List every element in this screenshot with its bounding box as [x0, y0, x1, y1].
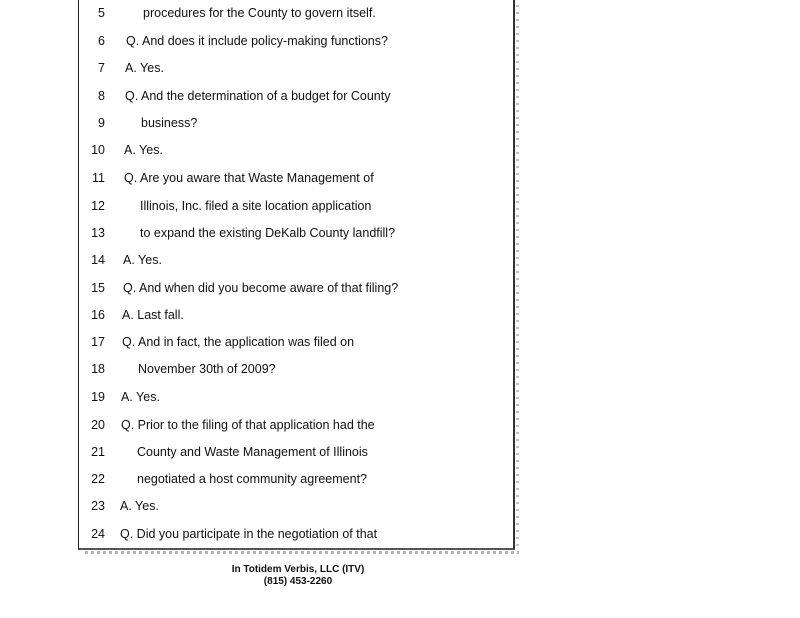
line-number: 10: [91, 143, 105, 157]
line-text: A. Last fall.: [122, 308, 184, 322]
line-text: A. Yes.: [120, 499, 159, 513]
line-text: Q. And when did you become aware of that filing?: [123, 281, 399, 295]
transcript-line: [79, 496, 516, 516]
line-text: procedures for the County to govern itself.: [143, 6, 376, 20]
transcript-line: [79, 140, 516, 160]
line-number: 5: [98, 6, 105, 20]
line-number: 11: [92, 171, 105, 185]
transcript-line: [79, 359, 516, 379]
line-text: to expand the existing DeKalb County landfill?: [140, 226, 396, 240]
line-number: 12: [91, 199, 105, 213]
line-number: 19: [91, 390, 105, 404]
transcript-line: [79, 415, 516, 435]
transcript-line: [79, 223, 516, 243]
transcript-line: [79, 113, 516, 133]
transcript-line: [79, 250, 516, 270]
transcript-line: [79, 86, 516, 106]
line-number: 7: [98, 61, 105, 75]
line-text: County and Waste Management of Illinois: [137, 445, 368, 459]
line-text: Illinois, Inc. filed a site location application: [140, 199, 372, 213]
line-text: Q. Prior to the filing of that application had the: [121, 418, 375, 432]
line-text: November 30th of 2009?: [138, 362, 276, 376]
footer-phone: (815) 453-2260: [263, 576, 333, 587]
transcript-line: [79, 278, 516, 298]
transcript-line: [79, 305, 516, 325]
line-text: Q. And does it include policy-making functions?: [126, 34, 388, 48]
transcript-line: [79, 168, 516, 188]
transcript-page: [78, 0, 515, 550]
line-number: 20: [91, 418, 105, 432]
line-number: 9: [98, 116, 105, 130]
line-number: 21: [91, 445, 105, 459]
line-text: business?: [141, 116, 198, 130]
transcript-line: [79, 58, 516, 78]
transcript-line: [79, 469, 516, 489]
line-number: 13: [91, 226, 105, 240]
line-text: A. Yes.: [123, 253, 162, 267]
line-number: 17: [91, 335, 105, 349]
line-text: negotiated a host community agreement?: [137, 472, 367, 486]
line-text: A. Yes.: [125, 61, 164, 75]
transcript-line: [79, 387, 516, 407]
line-number: 22: [91, 472, 105, 486]
footer-company: In Totidem Verbis, LLC (ITV): [231, 564, 365, 575]
transcript-line: [79, 196, 516, 216]
line-number: 23: [91, 499, 105, 513]
line-number: 15: [91, 281, 105, 295]
line-text: A. Yes.: [121, 390, 160, 404]
line-text: Q. Are you aware that Waste Management of: [124, 171, 374, 185]
line-number: 14: [91, 253, 105, 267]
transcript-line: [79, 31, 516, 51]
line-text: Q. And in fact, the application was filed on: [122, 335, 355, 349]
line-number: 6: [98, 34, 105, 48]
line-number: 8: [98, 89, 105, 103]
transcript-line: [79, 442, 516, 462]
line-number: 24: [91, 527, 105, 541]
transcript-line: [79, 3, 516, 23]
transcript-line: [79, 524, 516, 544]
line-text: Q. And the determination of a budget for County: [125, 89, 391, 103]
line-number: 16: [91, 308, 105, 322]
line-text: Q. Did you participate in the negotiation of that: [120, 527, 378, 541]
line-text: A. Yes.: [124, 143, 163, 157]
transcript-line: [79, 332, 516, 352]
line-number: 18: [91, 362, 105, 376]
